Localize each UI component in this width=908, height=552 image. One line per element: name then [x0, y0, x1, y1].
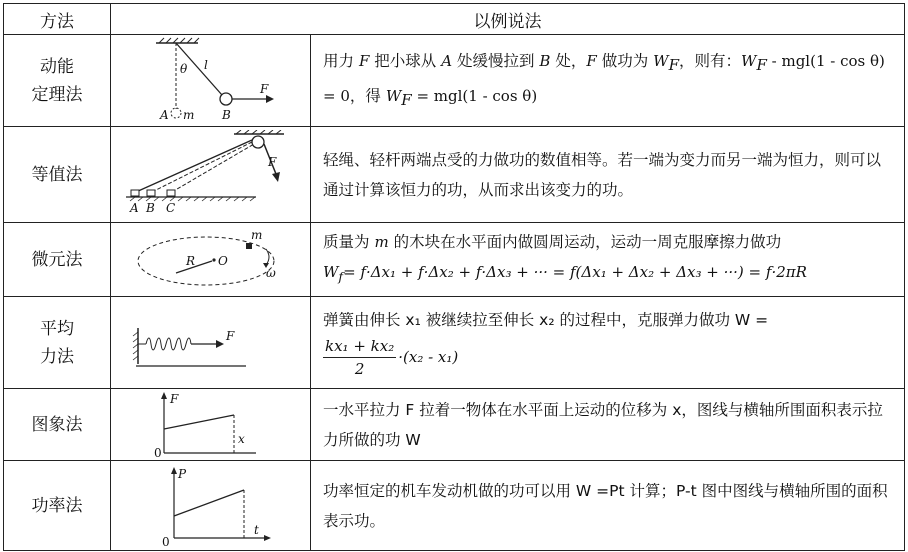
spring-figure [116, 308, 306, 378]
figure-cell [111, 461, 311, 551]
description-cell: 功率恒定的机车发动机做的功可以用 W =Pt 计算；P-t 图中图线与横轴所围的面积表示功。 [311, 461, 905, 551]
desc-line-1 [323, 227, 894, 257]
desc-text: ，则有： [679, 52, 742, 71]
force-label: F [225, 328, 234, 343]
desc-equation: = f·Δx₁ + f·Δx₂ + f·Δx₃ + ··· = f(Δx₁ + Δx₂ + Δx₃ + ···) = f·2πR [343, 263, 807, 281]
table-row [4, 223, 905, 297]
desc-text: ，得 [349, 86, 386, 105]
method-cell [4, 127, 111, 223]
point-a-label: A [129, 200, 139, 215]
force-label: F [267, 154, 276, 169]
fraction-numerator: kx₁ + kx₂ [323, 335, 396, 358]
desc-subscript: F [401, 90, 412, 109]
method-name-line1: 动能 [40, 56, 74, 77]
desc-subscript: f [338, 269, 344, 284]
method-name-line2: 力法 [40, 346, 74, 367]
figure-cell [111, 127, 311, 223]
description-cell: 轻绳、轻杆两端点受的力做功的数值相等。若一端为变力而另一端为恒力，则可以通过计算该恒力的功，从而求出该变力的功。 [311, 127, 905, 223]
header-method: 方法 [4, 4, 111, 35]
desc-equation: - mgl(1 - cos θ) = 0 [323, 52, 885, 105]
methods-table [3, 3, 905, 551]
force-displacement-graph [116, 391, 306, 459]
method-cell [4, 461, 111, 551]
desc-symbol: A [441, 52, 453, 71]
figure-cell [111, 297, 311, 389]
figure-cell [111, 35, 311, 127]
desc-symbol: W [323, 263, 339, 281]
fraction [323, 335, 396, 380]
x-axis-label: x [237, 431, 245, 446]
table-row [4, 389, 905, 461]
desc-symbol: F [586, 52, 597, 71]
method-cell [4, 223, 111, 297]
t-axis-label: t [253, 522, 259, 537]
header-row [4, 4, 905, 35]
table-row [4, 35, 905, 127]
f-axis-label: F [169, 391, 178, 406]
desc-subscript: F [668, 56, 680, 75]
description-cell [311, 223, 905, 297]
mass-label: m [182, 107, 194, 122]
desc-text: 质量为 [323, 233, 375, 251]
desc-subscript: F [756, 56, 767, 75]
method-name: 图象法 [31, 414, 83, 435]
desc-text: 处缓慢拉到 [452, 52, 540, 71]
point-b-label: B [145, 200, 155, 215]
description-cell [311, 297, 905, 389]
desc-line-2 [323, 257, 894, 292]
desc-text: 用力 [323, 52, 359, 71]
method-name: 功率法 [31, 495, 83, 516]
point-a-label: A [159, 107, 169, 122]
desc-symbol: W [385, 86, 402, 105]
point-b-label: B [221, 107, 231, 122]
omega-label: ω [265, 265, 276, 280]
fraction-denominator: 2 [354, 360, 365, 378]
desc-line-1: 弹簧由伸长 x₁ 被继续拉至伸长 x₂ 的过程中，克服弹力做功 W = [323, 311, 769, 329]
radius-label: R [185, 253, 195, 268]
method-name-line2: 定理法 [31, 84, 83, 105]
rope-figure [116, 130, 306, 220]
table-row [4, 127, 905, 223]
desc-line-2 [323, 335, 894, 380]
desc-symbol: F [358, 52, 370, 71]
desc-text: 把小球从 [369, 52, 442, 71]
desc-equation: = mgl(1 - cos θ) [411, 86, 538, 105]
header-example: 以例说法 [111, 4, 905, 35]
method-name: 等值法 [31, 164, 83, 185]
origin-label: 0 [153, 445, 162, 459]
desc-symbol: W [653, 52, 669, 71]
method-cell [4, 297, 111, 389]
table-row [4, 297, 905, 389]
figure-cell [111, 223, 311, 297]
desc-text: 做功为 [596, 52, 654, 71]
desc-text: 的木块在水平面内做圆周运动，运动一周克服摩擦力做功 [388, 233, 782, 251]
origin-label: 0 [161, 534, 170, 548]
desc-symbol: B [539, 52, 551, 71]
description-cell: 一水平拉力 F 拉着一物体在水平面上运动的位移为 x，图线与横轴所围面积表示拉力所做的功 W [311, 389, 905, 461]
figure-cell [111, 389, 311, 461]
method-name: 微元法 [31, 249, 83, 270]
circular-motion-figure [116, 225, 306, 295]
method-name-line1: 平均 [40, 318, 74, 339]
desc-symbol: W [741, 52, 757, 71]
fraction-tail: ·(x₂ - x₁) [398, 348, 459, 366]
desc-symbol: m [374, 233, 389, 251]
description-cell [311, 35, 905, 127]
theta-label: θ [179, 61, 187, 76]
pendulum-figure [116, 37, 306, 125]
point-c-label: C [165, 200, 175, 215]
length-label: l [203, 57, 208, 72]
method-cell [4, 35, 111, 127]
power-time-graph [116, 464, 306, 548]
mass-label: m [250, 227, 262, 242]
desc-text: 处， [550, 52, 587, 71]
table-row [4, 461, 905, 551]
p-axis-label: P [177, 466, 186, 481]
center-label: O [217, 253, 228, 268]
method-cell [4, 389, 111, 461]
force-label: F [259, 81, 268, 96]
